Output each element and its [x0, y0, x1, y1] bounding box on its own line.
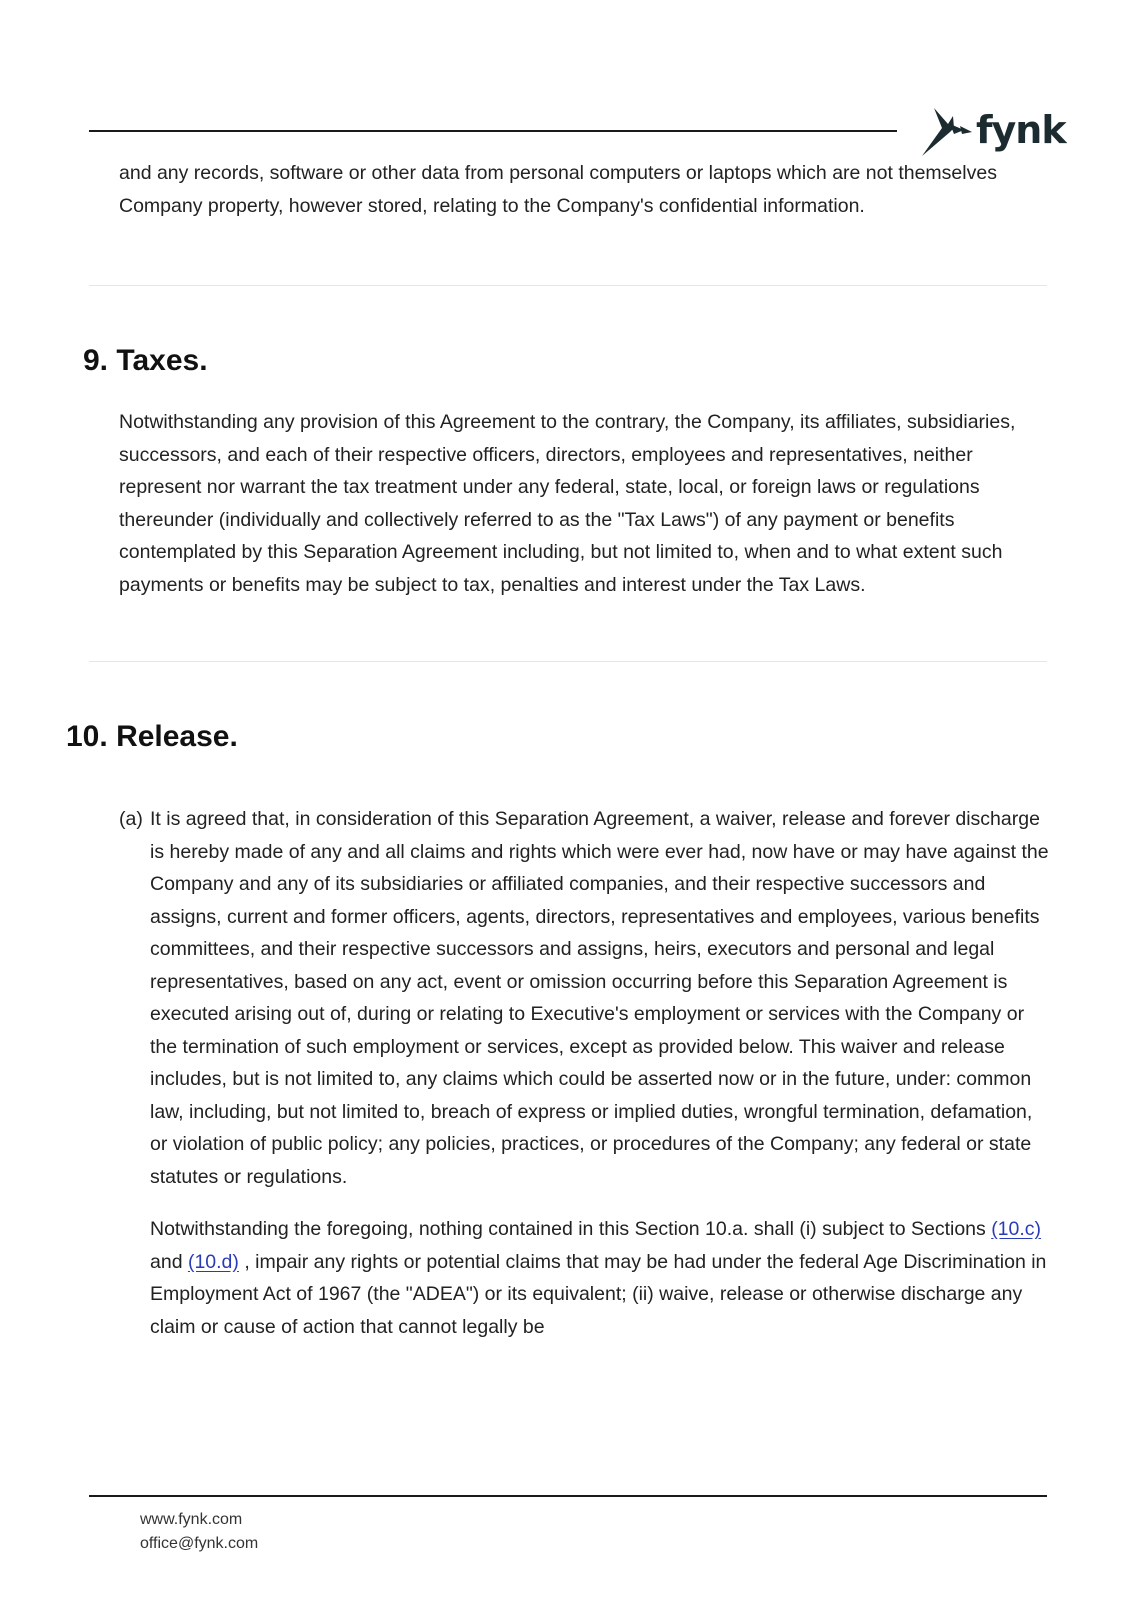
- bird-icon: [920, 106, 976, 158]
- paragraph-2-start: Notwithstanding the foregoing, nothing contained in this Section 10.a. shall (i) subject to Sections: [150, 1218, 992, 1240]
- section-divider: [89, 285, 1047, 286]
- footer: [140, 1508, 258, 1556]
- intro-text: and any records, software or other data from personal computers or laptops which are not themselves Company property, however stored, relating to the Company's confidential information.: [119, 162, 997, 217]
- section-10-number: 10.: [66, 720, 108, 753]
- footer-rule: [89, 1495, 1047, 1497]
- section-10-heading: [66, 720, 238, 754]
- section-9-text: Notwithstanding any provision of this Agreement to the contrary, the Company, its affiliates, subsidiaries, successors, and each of their respective officers, directors, employees and representatives, neither represent nor warrant the tax treatment under any federal, state, local, or foreign laws or regulations thereunder (individually and collectively referred to as the "Tax Laws") of any payment or benefits contemplated by this Separation Agreement including, but not limited to, when and to what extent such payments or benefits may be subject to tax, penalties and interest under the Tax Laws.: [119, 411, 1016, 596]
- clause-label: (a): [119, 808, 143, 830]
- footer-website[interactable]: www.fynk.com: [140, 1511, 243, 1528]
- section-divider: [89, 661, 1047, 662]
- footer-email[interactable]: office@fynk.com: [140, 1535, 259, 1552]
- section-10d-link[interactable]: (10.d): [187, 1250, 239, 1273]
- section-9-title: Taxes.: [116, 344, 208, 377]
- paragraph-2-end: , impair any rights or potential claims that may be had under the federal Age Discrimination in Employment Act of 1967 (the "ADEA") or its equivalent; (ii) waive, release or otherwise discharge any claim or cause of action that cannot legally be: [150, 1250, 1047, 1338]
- section-9-body: [119, 406, 1039, 601]
- clause-10a: [119, 803, 1049, 1343]
- clause-10a-paragraph-1: It is agreed that, in consideration of this Separation Agreement, a waiver, release and forever discharge is hereby made of any and all claims and rights which were ever had, now have or may have against the Company and any of its subsidiaries or affiliated companies, and their respective successors and assigns, current and former officers, agents, directors, representatives and employees, various benefits committees, and their respective successors and assigns, heirs, executors and personal and legal representatives, based on any act, event or omission occurring before this Separation Agreement is executed arising out of, during or relating to Executive's employment or services with the Company or the termination of such employment or services, except as provided below. This waiver and release includes, but is not limited to, any claims which could be asserted now or in the future, under: common law, including, but not limited to, breach of express or implied duties, wrongful termination, defamation, or violation of public policy; any policies, practices, or procedures of the Company; any federal or state statutes or regulations.: [150, 808, 1049, 1188]
- intro-paragraph: [119, 157, 1019, 222]
- section-9-heading: [83, 344, 208, 378]
- clause-body: [150, 803, 1049, 1343]
- logo-text: fynk: [976, 108, 1066, 152]
- section-10-title: Release.: [116, 720, 238, 753]
- header-rule: [89, 130, 897, 132]
- clause-10a-paragraph-2: [150, 1213, 1049, 1343]
- fynk-logo: [920, 104, 1066, 160]
- section-10c-link[interactable]: (10.c): [991, 1218, 1042, 1240]
- and-text: and: [150, 1250, 188, 1273]
- section-9-number: 9.: [83, 344, 109, 377]
